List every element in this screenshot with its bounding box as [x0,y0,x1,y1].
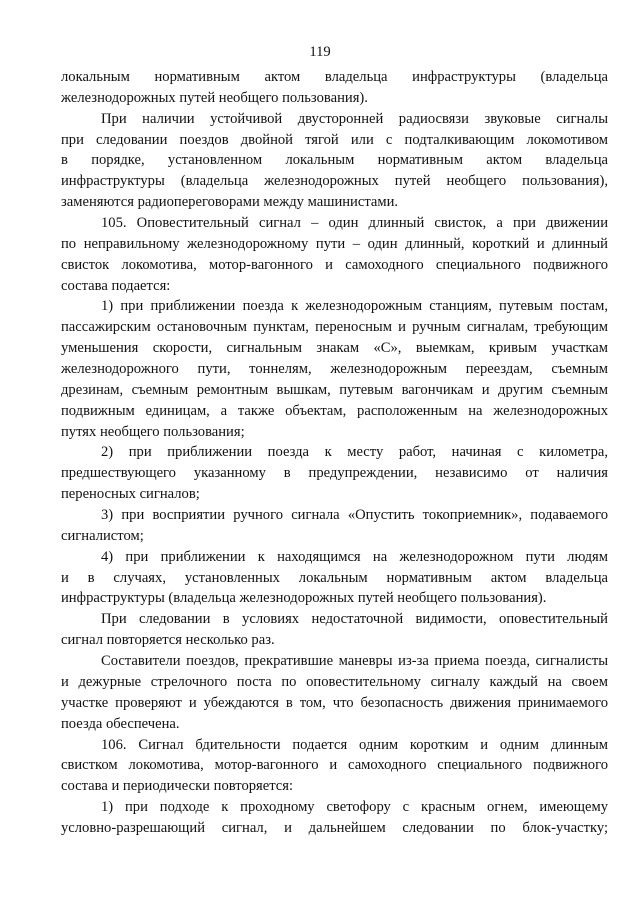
text-line: при следовании поездов двойной тягой или с подталкивающим локомотивом [61,131,608,148]
text-line: 105. Оповестительный сигнал – один длинный свисток, а при движении [101,215,608,232]
page-number: 119 [309,44,331,60]
text-line: заменяются радиопереговорами между машинистами. [61,194,399,211]
text-line: свисток локомотива, мотор-вагонного и самоходного специального подвижного [61,256,608,273]
text-line: 4) при приближении к находящимся на железнодорожном пути людям [101,548,608,565]
text-line: и дежурные стрелочного поста по оповестительному сигналу каждый на своем [61,673,608,690]
text-line: инфраструктуры (владельца железнодорожных путей необщего пользования), [61,173,608,190]
text-line: путях необщего пользования; [61,423,245,440]
text-line: При следовании в условиях недостаточной видимости, оповестительный [101,611,608,628]
text-line: инфраструктуры (владельца железнодорожных путей необщего пользования). [61,590,547,607]
text-line: по неправильному железнодорожному пути – один длинный, короткий и длинный [61,235,608,252]
text-line: железнодорожного пути, тоннелям, железнодорожным переездам, съемным [61,361,608,378]
text-line: уменьшения скорости, сигнальным знакам «С», выемкам, кривым участкам [61,340,608,357]
text-line: предшествующего указанному в предупреждении, независимо от наличия [61,465,608,482]
text-line: сигнал повторяется несколько раз. [61,632,275,649]
text-line: дрезинам, съемным ремонтным вышкам, путевым вагончикам и другим съемным [61,381,608,398]
text-line: пассажирским остановочным пунктам, переносным и ручным сигналам, требующим [61,319,608,336]
text-line: и в случаях, установленных локальным нормативным актом владельца [61,569,608,586]
text-line: 2) при приближении поезда к месту работ, начиная с километра, [101,444,608,461]
text-line: При наличии устойчивой двусторонней радиосвязи звуковые сигналы [101,110,608,127]
text-line: состава и периодически повторяется: [61,778,294,795]
text-line: свистком локомотива, мотор-вагонного и самоходного специального подвижного [61,757,608,774]
text-line: подвижным единицам, а также объектам, расположенным на железнодорожных [61,402,608,419]
text-line: переносных сигналов; [61,486,200,503]
text-line: состава подается: [61,277,171,294]
text-line: сигналистом; [61,527,144,544]
text-line: 3) при восприятии ручного сигнала «Опустить токоприемник», подаваемого [101,507,608,524]
text-line: железнодорожных путей необщего пользования). [61,89,368,106]
text-line: участке проверяют и убеждаются в том, что безопасность движения принимаемого [61,694,608,711]
text-line: локальным нормативным актом владельца инфраструктуры (владельца [61,69,608,85]
text-line: условно-разрешающий сигнал, и дальнейшем следовании по блок-участку; [61,819,608,836]
text-line: поезда обеспечена. [61,715,180,732]
text-line: 106. Сигнал бдительности подается одним коротким и одним длинным [101,736,608,753]
document-body [61,67,608,839]
text-line: в порядке, установленном локальным нормативным актом владельца [61,152,608,169]
text-line: 1) при приближении поезда к железнодорожным станциям, путевым постам, [101,298,608,315]
text-line: 1) при подходе к проходному светофору с красным огнем, имеющему [101,799,608,816]
text-line: Составители поездов, прекратившие маневры из-за приема поезда, сигналисты [101,653,608,670]
